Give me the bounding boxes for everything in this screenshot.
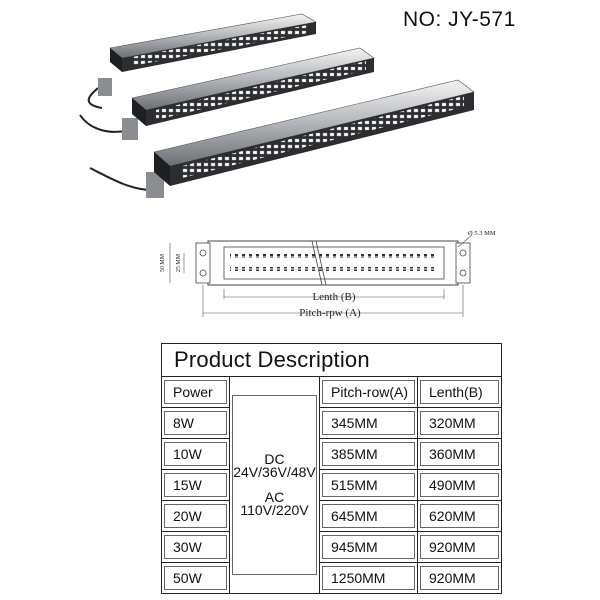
pitch-value: 515MM — [322, 473, 415, 497]
length-b-label: Lenth (B) — [312, 291, 356, 303]
length-header-cell — [418, 377, 502, 408]
length-value: 920MM — [420, 566, 499, 590]
pitch-header-cell — [320, 377, 418, 408]
power-header-cell — [162, 377, 230, 408]
hole-diameter-label: Ø 5.3 MM — [468, 230, 496, 237]
product-photo — [70, 0, 510, 225]
dimension-drawing — [150, 225, 510, 325]
table-row — [162, 501, 502, 532]
pitch-value: 385MM — [322, 442, 415, 466]
pitch-a-label: Pitch-rpw (A) — [299, 307, 361, 319]
pitch-header: Pitch-row(A) — [322, 380, 415, 404]
dc-label: DC — [264, 451, 285, 467]
power-value: 8W — [164, 411, 227, 435]
table-row — [162, 470, 502, 501]
length-value: 360MM — [420, 442, 499, 466]
table-row — [162, 532, 502, 563]
power-header: Power — [164, 380, 227, 404]
ac-label: AC — [264, 489, 285, 505]
pitch-value: 945MM — [322, 535, 415, 559]
pitch-value: 1250MM — [322, 566, 415, 590]
dc-values: 24V/36V/48V — [233, 464, 316, 480]
model-number: NO: JY-571 — [403, 8, 516, 31]
power-value: 15W — [164, 473, 227, 497]
length-value: 620MM — [420, 504, 499, 528]
ac-values: 110V/220V — [240, 502, 309, 518]
voltage-box — [232, 395, 317, 575]
length-value: 490MM — [420, 473, 499, 497]
table-title: Product Description — [162, 344, 502, 377]
length-value: 320MM — [420, 411, 499, 435]
height-outer-label: 50 MM — [160, 253, 166, 273]
height-inner-label: 25 MM — [176, 253, 182, 273]
length-value: 920MM — [420, 535, 499, 559]
table-row — [162, 563, 502, 594]
power-value: 10W — [164, 442, 227, 466]
pitch-value: 645MM — [322, 504, 415, 528]
power-value: 30W — [164, 535, 227, 559]
power-value: 20W — [164, 504, 227, 528]
table-row — [162, 439, 502, 470]
product-description-table — [161, 343, 502, 594]
pitch-value: 345MM — [322, 411, 415, 435]
power-value: 50W — [164, 566, 227, 590]
voltage-cell — [230, 377, 320, 594]
table-row — [162, 408, 502, 439]
length-header: Lenth(B) — [420, 380, 499, 404]
